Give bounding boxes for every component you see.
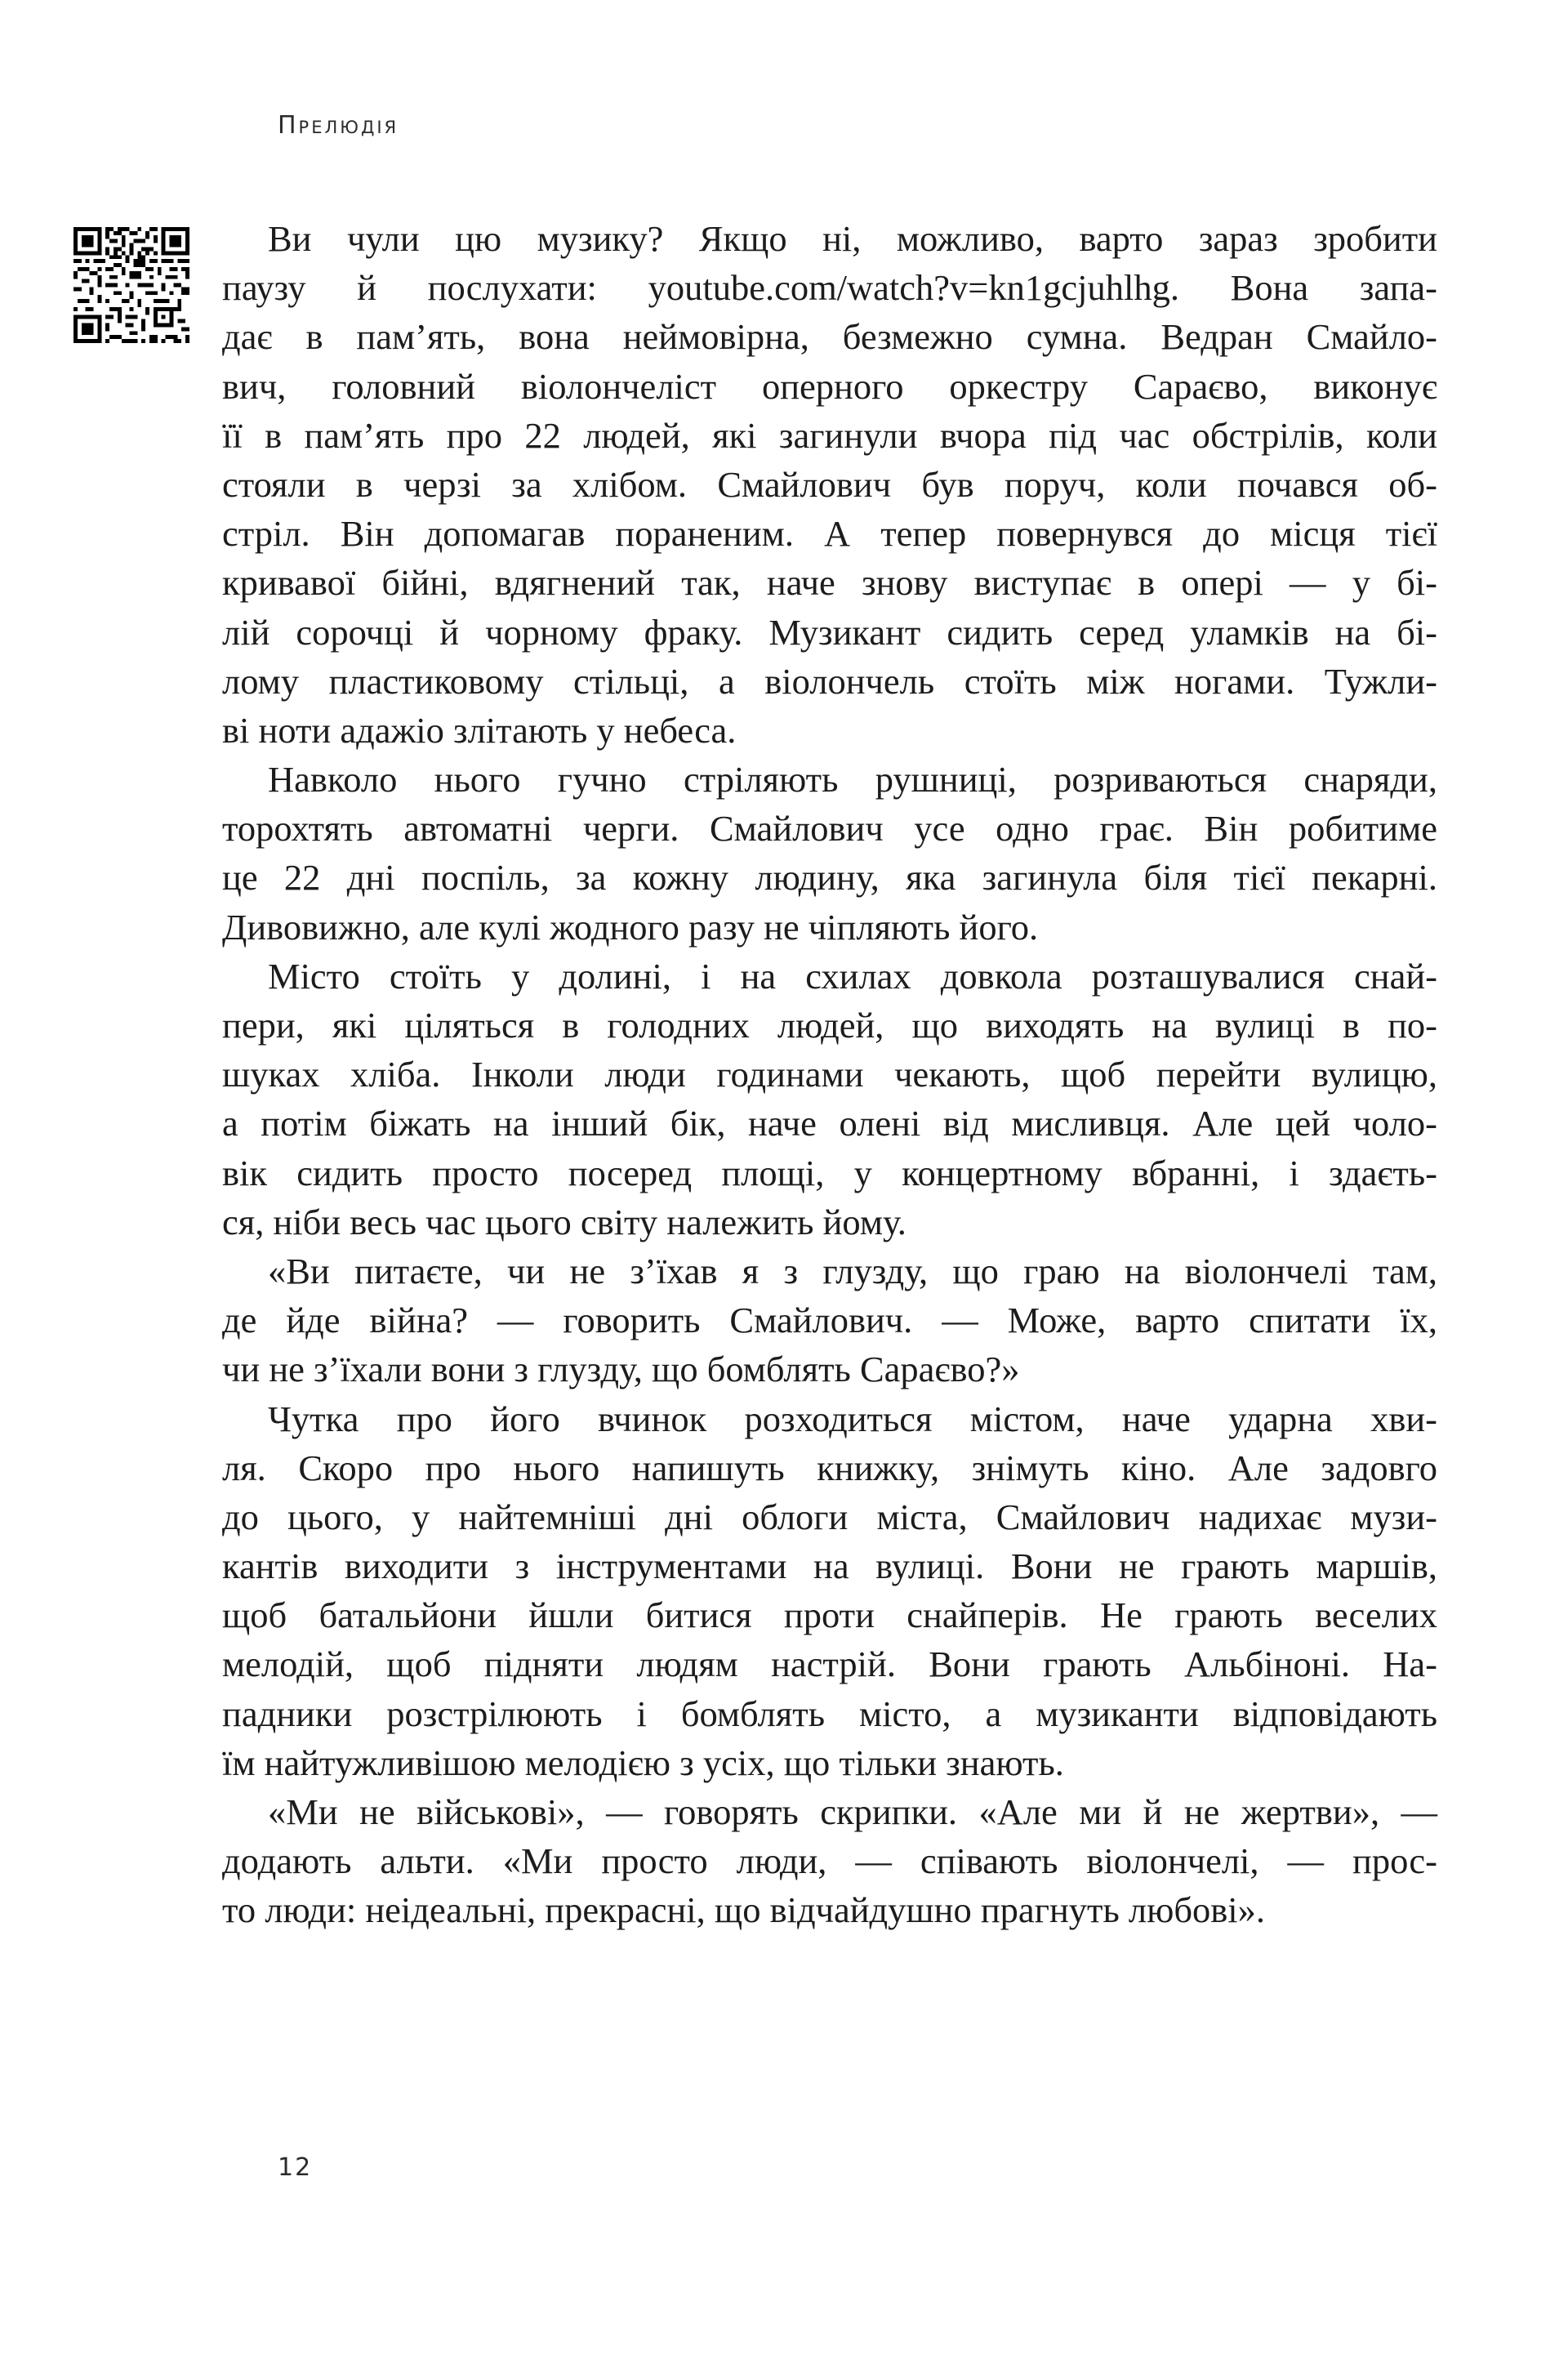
paragraph-2 — [222, 755, 1437, 952]
text-line: їм найтужливішою мелодією з усіх, що тільки знають. — [222, 1742, 1064, 1783]
text-line: ся, ніби весь час цього світу належить йому. — [222, 1201, 906, 1242]
text-line: кривавої бійні, вдягнений так, наче знову виступає в опері — у бі- — [222, 562, 1437, 604]
text-line: пери, які ціляться в голодних людей, що виходять на вулиці в по- — [222, 1005, 1437, 1046]
text-line: вич, головний віолончеліст оперного оркестру Сараєво, виконує — [222, 365, 1437, 407]
running-head: Прелюдія — [278, 111, 399, 140]
text-line: Місто стоїть у долині, і на схилах довкола розташувалися снай- — [268, 955, 1437, 997]
text-line: а потім біжать на інший бік, наче олені від мисливця. Але цей чоло- — [222, 1103, 1437, 1144]
text-line: її в пам’ять про 22 людей, які загинули вчора під час обстрілів, коли — [222, 414, 1437, 456]
text-line: стояли в черзі за хлібом. Смайлович був поруч, коли почався об- — [222, 463, 1437, 505]
text-line: чи не з’їхали вони з глузду, що бомблять Сараєво?» — [222, 1349, 1020, 1390]
paragraph-4-quote — [222, 1247, 1437, 1394]
paragraph-1 — [222, 214, 1437, 755]
text-line: Дивовижно, але кулі жодного разу не чіпляють його. — [222, 906, 1039, 948]
text-line: «Ви питаєте, чи не з’їхав я з глузду, що граю на віолончелі там, — [268, 1250, 1437, 1291]
text-line: ля. Скоро про нього напишуть книжку, знімуть кіно. Але задовго — [222, 1447, 1437, 1488]
text-line: до цього, у найтемніші дні облоги міста, Смайлович надихає музи- — [222, 1496, 1437, 1537]
text-line: додають альти. «Ми просто люди, — співають віолончелі, — прос- — [222, 1840, 1437, 1882]
paragraph-6-quote — [222, 1787, 1437, 1935]
text-line: вік сидить просто посеред площі, у концертному вбранні, і здаєть- — [222, 1152, 1437, 1193]
qr-code-graphic — [74, 227, 189, 343]
text-line: Чутка про його вчинок розходиться містом, наче ударна хви- — [268, 1398, 1437, 1439]
body-text — [222, 214, 1437, 1935]
text-line: стріл. Він допомагав пораненим. А тепер повернувся до місця тієї — [222, 513, 1437, 555]
text-line: мелодій, щоб підняти людям настрій. Вони грають Альбіноні. На- — [222, 1644, 1437, 1685]
text-line: щоб батальйони йшли битися проти снайперів. Не грають веселих — [222, 1595, 1437, 1636]
text-line: Ви чули цю музику? Якщо ні, можливо, варто зараз зробити — [268, 218, 1437, 259]
text-line: дає в пам’ять, вона неймовірна, безмежно сумна. Ведран Смайло- — [222, 316, 1437, 358]
text-line: шуках хліба. Інколи люди годинами чекають, щоб перейти вулицю, — [222, 1054, 1437, 1095]
page-number: 12 — [278, 2153, 313, 2182]
paragraph-5 — [222, 1394, 1437, 1788]
qr-code-icon[interactable] — [74, 227, 189, 343]
text-line-with-link: паузу й послухати: youtube.com/watch?v=kn1gcjuhlhg. Вона запа- — [222, 267, 1437, 309]
text-line: лому пластиковому стільці, а віолончель стоїть між ногами. Тужли- — [222, 660, 1437, 702]
text-line: це 22 дні поспіль, за кожну людину, яка загинула біля тієї пекарні. — [222, 857, 1437, 899]
text-line: торохтять автоматні черги. Смайлович усе одно грає. Він робитиме — [222, 808, 1437, 850]
paragraph-3 — [222, 952, 1437, 1247]
text-line: кантів виходити з інструментами на вулиці. Вони не грають маршів, — [222, 1545, 1437, 1587]
text-line: падники розстрілюють і бомблять місто, а музиканти відповідають — [222, 1693, 1437, 1734]
text-line: Навколо нього гучно стріляють рушниці, розриваються снаряди, — [268, 759, 1437, 801]
text-line: «Ми не військові», — говорять скрипки. «Але ми й не жертви», — — [268, 1791, 1437, 1832]
text-line: де йде війна? — говорить Смайлович. — Може, варто спитати їх, — [222, 1300, 1437, 1341]
text-line: лій сорочці й чорному фраку. Музикант сидить серед уламків на бі- — [222, 611, 1437, 653]
text-line: то люди: неідеальні, прекрасні, що відчайдушно прагнуть любові». — [222, 1889, 1265, 1931]
text-line: ві ноти адажіо злітають у небеса. — [222, 709, 737, 751]
